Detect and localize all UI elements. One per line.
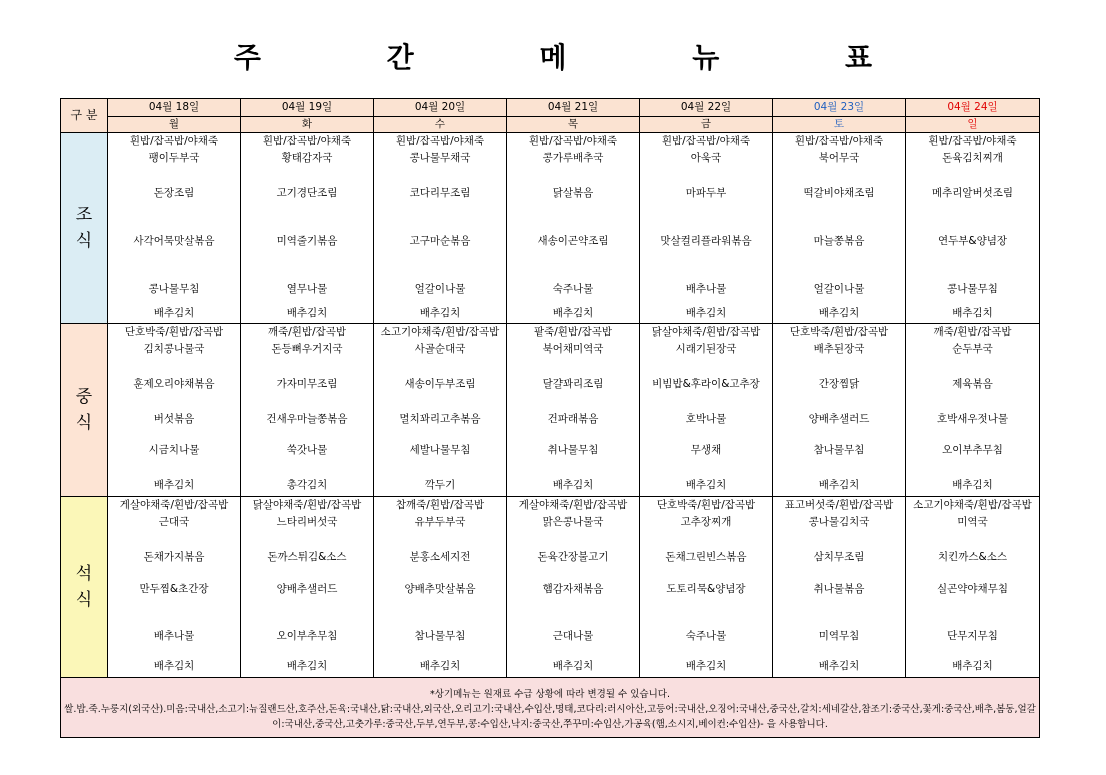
menu-item: 시래기된장국 <box>675 343 737 355</box>
lunch-cell-tue <box>241 324 374 497</box>
day-sat: 토 <box>773 116 906 133</box>
lunch-cell-thu <box>507 324 640 497</box>
lunch-label <box>61 324 108 497</box>
menu-item: 흰밥/잡곡밥/야채죽 <box>794 135 884 147</box>
footer-note <box>61 678 1040 738</box>
menu-item: 멸치꽈리고추볶음 <box>399 413 481 425</box>
gubun-header: 구 분 <box>61 99 108 133</box>
breakfast-row <box>61 133 1040 324</box>
dinner-row <box>61 497 1040 678</box>
menu-item: 호박새우젓나물 <box>936 413 1008 425</box>
menu-item: 사골순대국 <box>414 343 466 355</box>
menu-item: 배추김치 <box>685 479 727 491</box>
menu-item: 순두부국 <box>952 343 993 355</box>
menu-item: 돈육간장불고기 <box>537 551 609 563</box>
dinner-label <box>61 497 108 678</box>
date-wed: 04월 20일 <box>374 99 507 117</box>
menu-item: 미역줄기볶음 <box>276 235 338 247</box>
menu-item: 배추된장국 <box>813 343 865 355</box>
menu-item: 배추김치 <box>685 307 727 319</box>
menu-item: 분홍소세지전 <box>409 551 471 563</box>
menu-item: 참나물무침 <box>414 630 466 642</box>
menu-item: 배추김치 <box>153 479 195 491</box>
menu-item: 콩가루배추국 <box>542 152 604 164</box>
date-thu: 04월 21일 <box>507 99 640 117</box>
dinner-cell-thu <box>507 497 640 678</box>
menu-item: 소고기야채죽/흰밥/잡곡밥 <box>380 326 500 338</box>
menu-item: 팥죽/흰밥/잡곡밥 <box>533 326 613 338</box>
breakfast-cell-fri <box>640 133 773 324</box>
menu-item: 배추김치 <box>685 660 727 672</box>
day-thu: 목 <box>507 116 640 133</box>
menu-item: 도토리묵&양념장 <box>666 583 746 595</box>
menu-item: 근대국 <box>158 516 190 528</box>
menu-item: 깨죽/흰밥/잡곡밥 <box>267 326 347 338</box>
menu-item: 새송이두부조림 <box>404 378 476 390</box>
menu-item: 김치콩나물국 <box>143 343 205 355</box>
menu-item: 무생채 <box>690 444 722 456</box>
menu-item: 배추김치 <box>818 307 860 319</box>
menu-item: 배추김치 <box>818 479 860 491</box>
menu-item: 닭살야채죽/흰밥/잡곡밥 <box>252 499 362 511</box>
breakfast-cell-mon <box>108 133 241 324</box>
menu-item: 연두부&양념장 <box>937 235 1008 247</box>
menu-item: 건파래볶음 <box>547 413 599 425</box>
menu-item: 게살야채죽/흰밥/잡곡밥 <box>518 499 628 511</box>
menu-item: 양배추맛살볶음 <box>404 583 476 595</box>
menu-item: 돈채가지볶음 <box>143 551 205 563</box>
menu-item: 떡갈비야채조림 <box>803 187 875 199</box>
menu-item: 얼갈이나물 <box>414 283 466 295</box>
menu-item: 고구마순볶음 <box>409 235 471 247</box>
menu-item: 취나물무침 <box>547 444 599 456</box>
menu-item: 배추김치 <box>286 307 328 319</box>
menu-item: 배추김치 <box>818 660 860 672</box>
menu-item: 열무나물 <box>286 283 328 295</box>
dinner-cell-wed <box>374 497 507 678</box>
menu-item: 단호박죽/흰밥/잡곡밥 <box>656 499 756 511</box>
menu-item: 양배추샐러드 <box>276 583 338 595</box>
menu-table <box>60 98 1040 738</box>
menu-item: 배추김치 <box>552 479 594 491</box>
menu-item: 비빔밥&후라이&고추장 <box>652 378 760 390</box>
lunch-label-top: 중 <box>75 387 93 407</box>
menu-item: 고기경단조림 <box>276 187 338 199</box>
dinner-cell-sun <box>906 497 1040 678</box>
menu-item: 배추김치 <box>952 660 993 672</box>
menu-item: 닭살야채죽/흰밥/잡곡밥 <box>651 326 761 338</box>
day-fri: 금 <box>640 116 773 133</box>
dinner-cell-fri <box>640 497 773 678</box>
menu-item: 버섯볶음 <box>153 413 195 425</box>
menu-item: 단무지무침 <box>947 630 998 642</box>
menu-item: 돈장조림 <box>153 187 195 199</box>
menu-item: 코다리무조림 <box>409 187 471 199</box>
menu-item: 게살야채죽/흰밥/잡곡밥 <box>119 499 229 511</box>
day-tue: 화 <box>241 116 374 133</box>
dinner-label-top: 석 <box>75 564 93 584</box>
menu-item: 만두찜&초간장 <box>139 583 209 595</box>
menu-item: 돈까스튀김&소스 <box>267 551 347 563</box>
menu-item: 간장찜닭 <box>818 378 860 390</box>
menu-item: 느타리버섯국 <box>276 516 338 528</box>
menu-item: 배추김치 <box>552 660 594 672</box>
menu-item: 북어채미역국 <box>542 343 604 355</box>
menu-item: 새송이곤약조림 <box>537 235 609 247</box>
menu-item: 표고버섯죽/흰밥/잡곡밥 <box>784 499 894 511</box>
date-mon: 04월 18일 <box>108 99 241 117</box>
breakfast-cell-thu <box>507 133 640 324</box>
lunch-cell-wed <box>374 324 507 497</box>
menu-item: 흰밥/잡곡밥/야채죽 <box>928 135 1017 147</box>
menu-item: 깨죽/흰밥/잡곡밥 <box>933 326 1012 338</box>
day-sun: 일 <box>906 116 1040 133</box>
menu-item: 배추김치 <box>419 660 461 672</box>
menu-item: 황태감자국 <box>281 152 333 164</box>
menu-item: 세발나물무침 <box>409 444 471 456</box>
menu-item: 배추김치 <box>952 479 993 491</box>
menu-item: 햄감자채볶음 <box>542 583 604 595</box>
menu-item: 콩나물무침 <box>947 283 998 295</box>
menu-item: 근대나물 <box>552 630 594 642</box>
day-mon: 월 <box>108 116 241 133</box>
menu-item: 쑥갓나물 <box>286 444 328 456</box>
breakfast-cell-tue <box>241 133 374 324</box>
breakfast-label-top: 조 <box>75 205 93 225</box>
menu-item: 사각어묵맛살볶음 <box>133 235 215 247</box>
menu-item: 깍두기 <box>424 479 456 491</box>
menu-item: 단호박죽/흰밥/잡곡밥 <box>789 326 889 338</box>
menu-item: 흰밥/잡곡밥/야채죽 <box>262 135 352 147</box>
date-sun: 04월 24일 <box>906 99 1040 117</box>
menu-item: 콩나물무침 <box>148 283 200 295</box>
menu-item: 숙주나물 <box>552 283 594 295</box>
menu-item: 닭살볶음 <box>552 187 594 199</box>
date-tue: 04월 19일 <box>241 99 374 117</box>
menu-item: 배추김치 <box>952 307 993 319</box>
menu-item: 찹깨죽/흰밥/잡곡밥 <box>395 499 485 511</box>
menu-item: 소고기야채죽/흰밥/잡곡밥 <box>913 499 1032 511</box>
menu-item: 북어무국 <box>818 152 860 164</box>
menu-item: 흰밥/잡곡밥/야채죽 <box>129 135 219 147</box>
breakfast-cell-sat <box>773 133 906 324</box>
dinner-label-bottom: 식 <box>75 590 93 610</box>
menu-item: 제육볶음 <box>952 378 993 390</box>
lunch-label-bottom: 식 <box>75 413 93 433</box>
menu-item: 맛살컬리플라워볶음 <box>660 235 752 247</box>
menu-item: 단호박죽/흰밥/잡곡밥 <box>124 326 224 338</box>
footer-row <box>61 678 1040 738</box>
menu-item: 배추김치 <box>153 307 195 319</box>
menu-item: 숙주나물 <box>685 630 727 642</box>
date-sat: 04월 23일 <box>773 99 906 117</box>
menu-item: 흰밥/잡곡밥/야채죽 <box>661 135 751 147</box>
dinner-cell-mon <box>108 497 241 678</box>
breakfast-cell-sun <box>906 133 1040 324</box>
menu-item: 미역무침 <box>818 630 860 642</box>
menu-item: 아욱국 <box>690 152 722 164</box>
menu-item: 훈제오리야채볶음 <box>133 378 215 390</box>
menu-item: 오이부추무침 <box>942 444 1003 456</box>
footer-notice: *상기메뉴는 원재료 수급 상황에 따라 변경될 수 있습니다. <box>430 689 670 700</box>
menu-item: 유부두부국 <box>414 516 466 528</box>
footer-origin: 쌀.밥.죽.누룽지(외국산).미음:국내산,소고기:뉴질랜드산,호주산,돈육:국내산,닭:국내산,외국산,오리고기:국내산,수입산,명태,코다리:러시아산,고등어:국내산,오징어:국내산,중국산,갈치:세네갈산,참조기:중국산,꽃게:중국산,배추,봄동,얼갈이:국내산,중국산,고춧가루:중국산,두부,연두부,콩:수입산,낙지:중국산,쭈꾸미:수입산,가공육(햄,소시지,베이컨:수입산)- 을 사용합니다. <box>64 704 1036 730</box>
menu-item: 건새우마늘쫑볶음 <box>266 413 348 425</box>
menu-item: 시금치나물 <box>148 444 200 456</box>
menu-item: 삼치무조림 <box>813 551 865 563</box>
menu-item: 고추장찌개 <box>680 516 732 528</box>
day-wed: 수 <box>374 116 507 133</box>
menu-item: 배추김치 <box>286 660 328 672</box>
menu-item: 얼갈이나물 <box>813 283 865 295</box>
menu-item: 팽이두부국 <box>148 152 200 164</box>
lunch-cell-mon <box>108 324 241 497</box>
page-title: 주 간 메 뉴 표 <box>233 41 931 74</box>
menu-item: 배추나물 <box>685 283 727 295</box>
menu-item: 취나물볶음 <box>813 583 865 595</box>
menu-item: 돈육김치찌개 <box>942 152 1003 164</box>
menu-item: 실곤약야채무침 <box>936 583 1008 595</box>
menu-item: 콩나물김치국 <box>808 516 870 528</box>
menu-item: 마늘쫑볶음 <box>813 235 865 247</box>
breakfast-label <box>61 133 108 324</box>
menu-item: 흰밥/잡곡밥/야채죽 <box>395 135 485 147</box>
header-date-row <box>61 99 1040 117</box>
menu-item: 메추리알버섯조림 <box>931 187 1014 199</box>
menu-item: 맑은콩나물국 <box>542 516 604 528</box>
menu-item: 흰밥/잡곡밥/야채죽 <box>528 135 618 147</box>
menu-item: 치킨까스&소스 <box>937 551 1008 563</box>
menu-item: 마파두부 <box>685 187 727 199</box>
lunch-cell-fri <box>640 324 773 497</box>
menu-item: 가자미무조림 <box>276 378 338 390</box>
breakfast-cell-wed <box>374 133 507 324</box>
menu-item: 배추김치 <box>153 660 195 672</box>
menu-item: 양배추샐러드 <box>808 413 870 425</box>
lunch-cell-sat <box>773 324 906 497</box>
menu-item: 달걀꽈리조림 <box>542 378 604 390</box>
lunch-row <box>61 324 1040 497</box>
menu-item: 총각김치 <box>286 479 328 491</box>
menu-item: 콩나물무채국 <box>409 152 471 164</box>
menu-item: 호박나물 <box>685 413 727 425</box>
menu-item: 배추김치 <box>419 307 461 319</box>
menu-item: 오이부추무침 <box>276 630 338 642</box>
dinner-cell-sat <box>773 497 906 678</box>
lunch-cell-sun <box>906 324 1040 497</box>
menu-item: 배추나물 <box>153 630 195 642</box>
breakfast-label-bottom: 식 <box>75 231 93 251</box>
date-fri: 04월 22일 <box>640 99 773 117</box>
header-day-row <box>61 116 1040 133</box>
menu-item: 미역국 <box>957 516 988 528</box>
menu-item: 돈등뼈우거지국 <box>271 343 343 355</box>
menu-item: 돈채그린빈스볶음 <box>665 551 747 563</box>
dinner-cell-tue <box>241 497 374 678</box>
menu-item: 배추김치 <box>552 307 594 319</box>
menu-item: 참나물무침 <box>813 444 865 456</box>
